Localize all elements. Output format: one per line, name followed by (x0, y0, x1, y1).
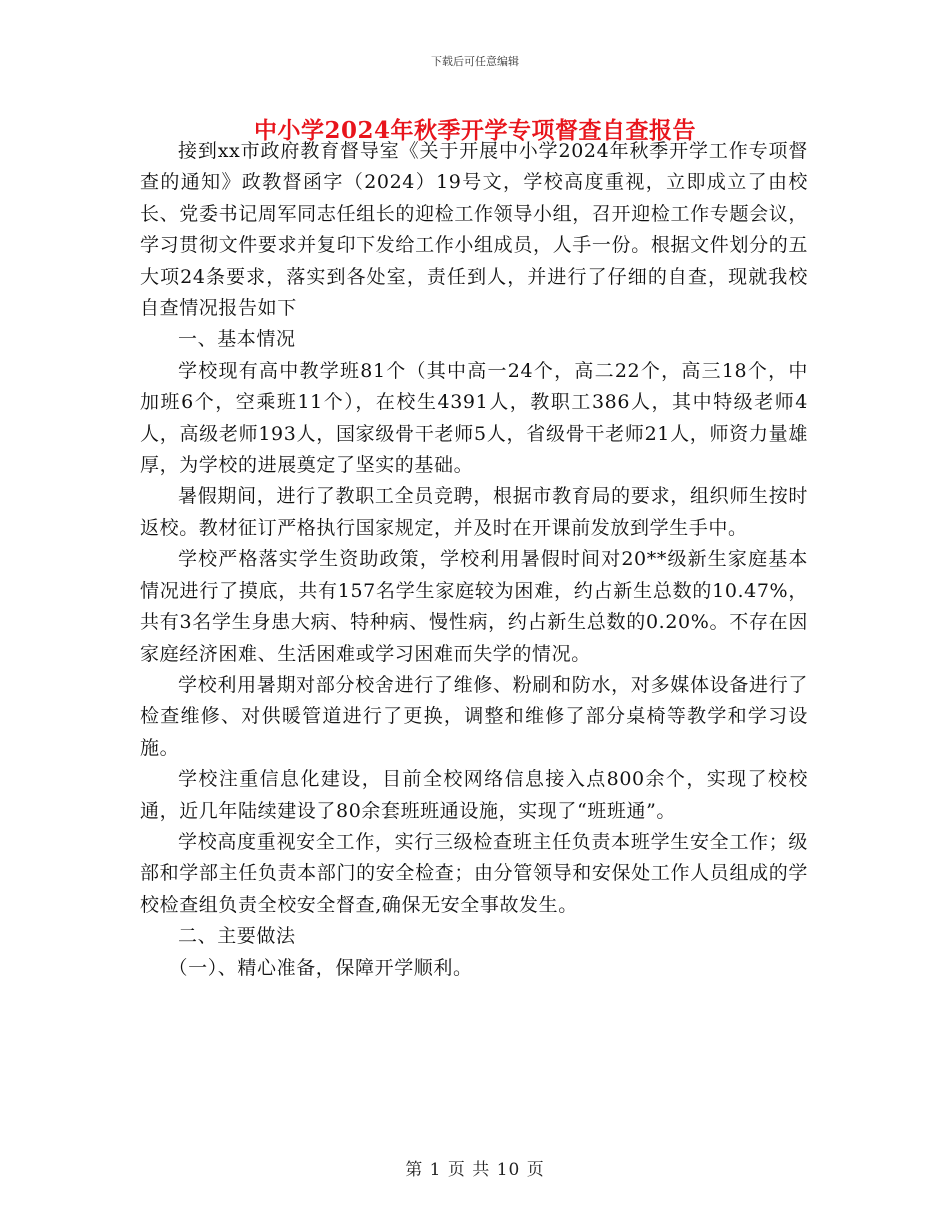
section-heading-basic: 一、基本情况 (178, 328, 296, 351)
page-footer: 第 1 页 共 10 页 (405, 1160, 545, 1180)
section-heading-practices: 二、主要做法 (178, 925, 296, 948)
paragraph-facilities: 学校利用暑期对部分校舍进行了维修、粉刷和防水，对多媒体设备进行了检查维修、对供暖管道进行了更换，调整和维修了部分桌椅等教学和学习设施。 (140, 673, 808, 759)
paragraph-summer-work: 暑假期间，进行了教职工全员竞聘，根据市教育局的要求，组织师生按时返校。教材征订严格执行国家规定，并及时在开课前发放到学生手中。 (140, 485, 808, 539)
page-header: 下载后可任意编辑 (431, 55, 519, 68)
document-title: 中小学2024年秋季开学专项督查自查报告 (253, 117, 696, 144)
paragraph-safety: 学校高度重视安全工作，实行三级检查班主任负责本班学生安全工作；级部和学部主任负责本部门的安全检查；由分管领导和安保处工作人员组成的学校检查组负责全校安全督查,确保无安全事故发生。 (140, 830, 808, 916)
paragraph-school-size: 学校现有高中教学班81个（其中高一24个，高二22个，高三18个，中加班6个，空乘班11个），在校生4391人，教职工386人，其中特级老师4人，高级老师193人，国家级骨干老师5人，省级骨干老师21人，师资力量雄厚，为学校的进展奠定了坚实的基础。 (140, 359, 808, 477)
paragraph-intro: 接到xx市政府教育督导室《关于开展中小学2024年秋季开学工作专项督查的通知》政教督函字（2024）19号文，学校高度重视，立即成立了由校长、党委书记周军同志任组长的迎检工作领导小组，召开迎检工作专题会议，学习贯彻文件要求并复印下发给工作小组成员，人手一份。根据文件划分的五大项24条要求，落实到各处室，责任到人，并进行了仔细的自查，现就我校自查情况报告如下 (140, 140, 808, 320)
subsection-heading-preparation: （一）、精心准备，保障开学顺利。 (168, 956, 473, 979)
document-body (140, 136, 808, 984)
paragraph-it-construction: 学校注重信息化建设，目前全校网络信息接入点800余个，实现了校校通，近几年陆续建设了80余套班班通设施，实现了“班班通”。 (140, 768, 808, 822)
paragraph-student-aid: 学校严格落实学生资助政策，学校利用暑假时间对20**级新生家庭基本情况进行了摸底，共有157名学生家庭较为困难，约占新生总数的10.47%，共有3名学生身患大病、特种病、慢性病，约占新生总数的0.20%。不存在因家庭经济困难、生活困难或学习困难而失学的情况。 (140, 548, 808, 665)
